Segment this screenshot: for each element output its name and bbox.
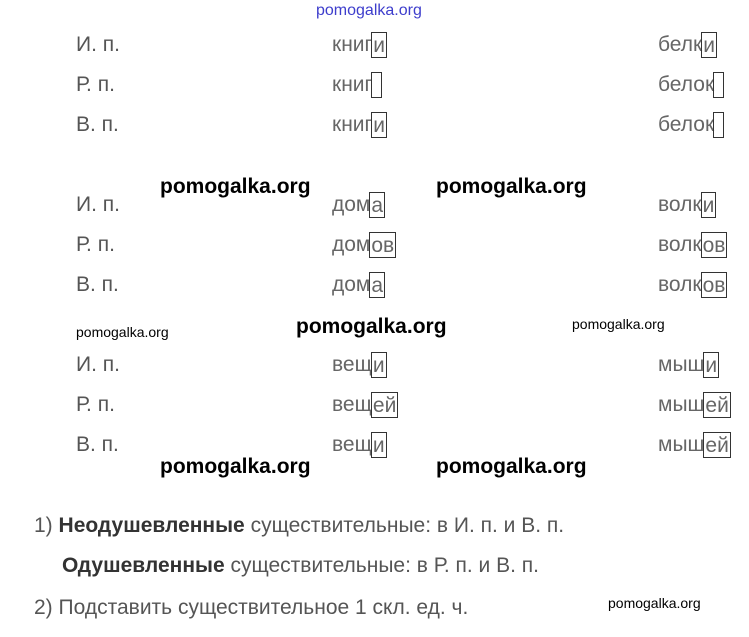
case-label: Р. п. [76,393,115,416]
case-label: И. п. [76,353,120,376]
word-dom [332,272,385,298]
watermark-small: pomogalka.org [76,324,169,340]
word-stem: белок [658,73,715,96]
ending-box [713,72,724,98]
word-stem: дом [332,193,371,216]
word-stem: волк [658,193,702,216]
ending-box: и [702,194,715,217]
list-number: 2) [34,596,53,619]
conclusion-text: Подставить существительное 1 скл. ед. ч. [58,596,469,619]
word-stem: мыш [658,433,705,456]
ending-box: и [373,34,385,57]
watermark-top: pomogalka.org [316,2,422,19]
bold-term: Неодушевленные [58,514,245,537]
conclusion-item-1 [34,512,564,540]
word-kniga [332,112,387,138]
watermark: pomogalka.org [160,175,311,198]
word-stem: дом [332,273,371,296]
conclusion-item-1b [62,552,539,580]
ending-box: ей [705,434,729,457]
ending-box: и [705,354,718,377]
watermark: pomogalka.org [296,315,447,338]
watermark: pomogalka.org [436,175,587,198]
word-stem: белк [658,33,703,56]
bold-term: Одушевленные [62,554,225,577]
case-label: В. п. [76,113,119,136]
word-stem: волк [658,273,702,296]
word-stem: мыш [658,393,705,416]
word-belka [658,72,724,98]
ending-box: и [373,114,385,137]
word-stem: книг [332,113,373,136]
word-veshch [332,352,387,378]
word-mysh [658,392,731,418]
ending-box [371,72,382,98]
ending-box: ей [705,394,729,417]
word-stem: волк [658,233,702,256]
word-mysh [658,352,719,378]
word-dom [332,192,385,218]
word-kniga [332,32,387,58]
ending-box: и [703,34,715,57]
word-kniga [332,72,382,98]
case-label: Р. п. [76,73,115,96]
word-stem: мыш [658,353,705,376]
word-stem: вещ [332,353,372,376]
word-volk [658,272,727,298]
word-veshch [332,392,398,418]
word-stem: дом [332,233,371,256]
case-label: В. п. [76,433,119,456]
ending-box: и [372,354,385,377]
word-dom [332,232,396,258]
ending-box [713,112,724,138]
case-label: И. п. [76,193,120,216]
word-belka [658,32,717,58]
case-label: Р. п. [76,233,115,256]
list-number: 1) [34,514,53,537]
word-volk [658,192,716,218]
watermark-small: pomogalka.org [572,316,665,332]
word-volk [658,232,727,258]
ending-box: ей [372,394,397,417]
ending-box: а [371,194,384,217]
watermark-small: pomogalka.org [608,595,701,611]
word-veshch [332,432,387,458]
ending-box: ов [702,234,726,257]
conclusion-item-2 [34,594,468,622]
word-mysh [658,432,731,458]
watermark: pomogalka.org [160,455,311,478]
ending-box: а [371,274,384,297]
watermark: pomogalka.org [436,455,587,478]
word-stem: книг [332,33,373,56]
word-stem: вещ [332,433,372,456]
case-label: В. п. [76,273,119,296]
word-stem: книг [332,73,373,96]
word-stem: белок [658,113,715,136]
case-label: И. п. [76,33,120,56]
conclusion-text: существительные: в И. п. и В. п. [244,514,565,537]
conclusion-text: существительные: в Р. п. и В. п. [224,554,539,577]
ending-box: ов [702,274,726,297]
ending-box: ов [371,234,395,257]
word-belka [658,112,724,138]
word-stem: вещ [332,393,372,416]
ending-box: и [372,434,385,457]
